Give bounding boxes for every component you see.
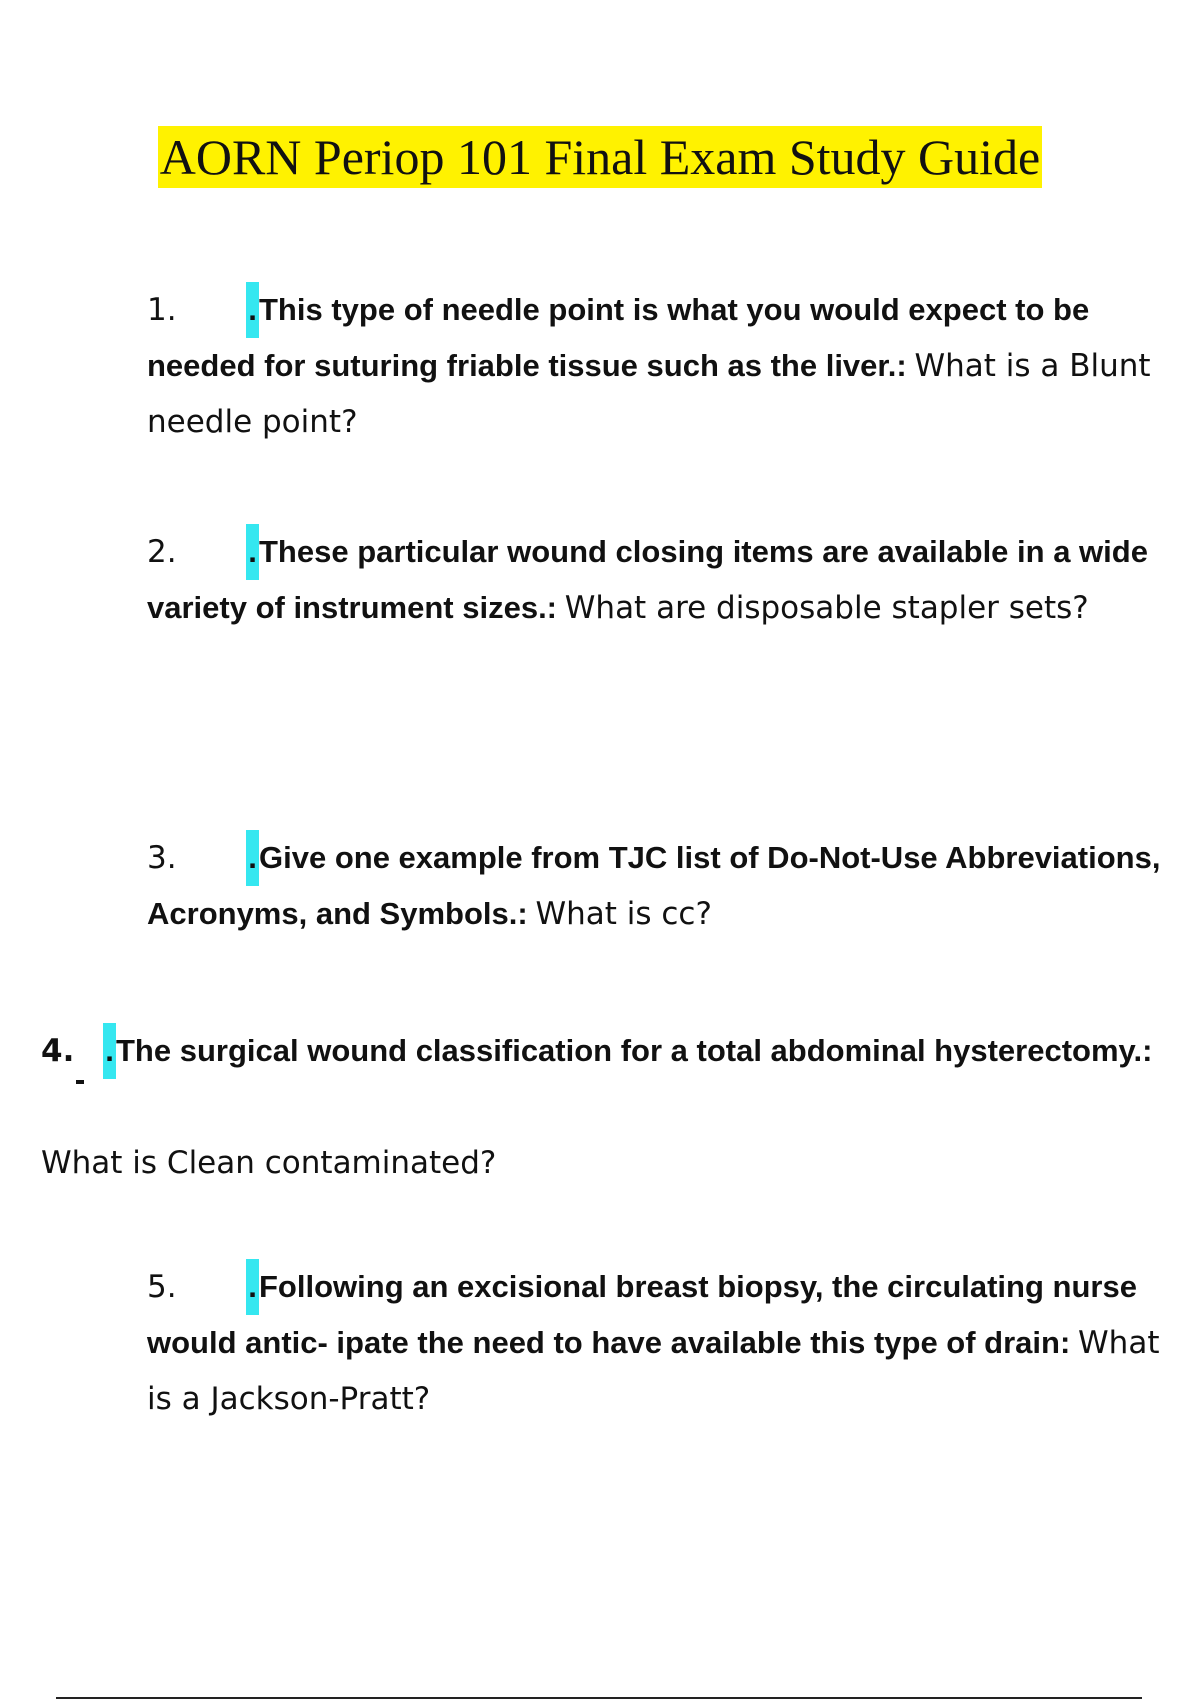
highlight-marker: . [246, 282, 259, 338]
answer-text: What is Clean contaminated? [41, 1145, 497, 1181]
question-item-2 [147, 524, 1177, 636]
document-title: AORN Periop 101 Final Exam Study Guide [158, 126, 1043, 188]
dash-mark [76, 1080, 84, 1084]
question-item-3 [147, 830, 1177, 942]
answer-text: What is a Jackson-Pratt? [147, 1325, 1160, 1417]
question-item-4 [41, 1023, 1191, 1079]
question-number: 2. [147, 534, 177, 570]
highlight-marker: . [246, 1259, 259, 1315]
question-item-1 [147, 282, 1177, 450]
question-number: 5. [147, 1269, 177, 1305]
question-text: This type of needle point is what you would expect to be needed for suturing friable tissue such as the liver.: [147, 292, 1090, 383]
question-number: 3. [147, 840, 177, 876]
answer-text: What is a Blunt needle point? [147, 348, 1151, 440]
answer-text: What is cc? [535, 896, 712, 932]
question-item-5 [147, 1259, 1177, 1427]
question-number: 1. [147, 292, 177, 328]
bottom-divider [56, 1697, 1142, 1699]
question-number: 4. [41, 1033, 75, 1069]
question-text: The surgical wound classification for a total abdominal hysterectomy.: [116, 1033, 1153, 1068]
answer-text: What are disposable stapler sets? [564, 590, 1089, 626]
question-text: These particular wound closing items are available in a wide variety of instrument sizes.: [147, 534, 1148, 625]
question-text: Following an excisional breast biopsy, the circulating nurse would antic- ipate the need to have available this type of drain: [147, 1269, 1137, 1360]
highlight-marker: . [246, 524, 259, 580]
highlight-marker: . [103, 1023, 116, 1079]
question-text: Give one example from TJC list of Do-Not-Use Abbreviations, Acronyms, and Symbols.: [147, 840, 1161, 931]
highlight-marker: . [246, 830, 259, 886]
title-container [0, 126, 1200, 188]
